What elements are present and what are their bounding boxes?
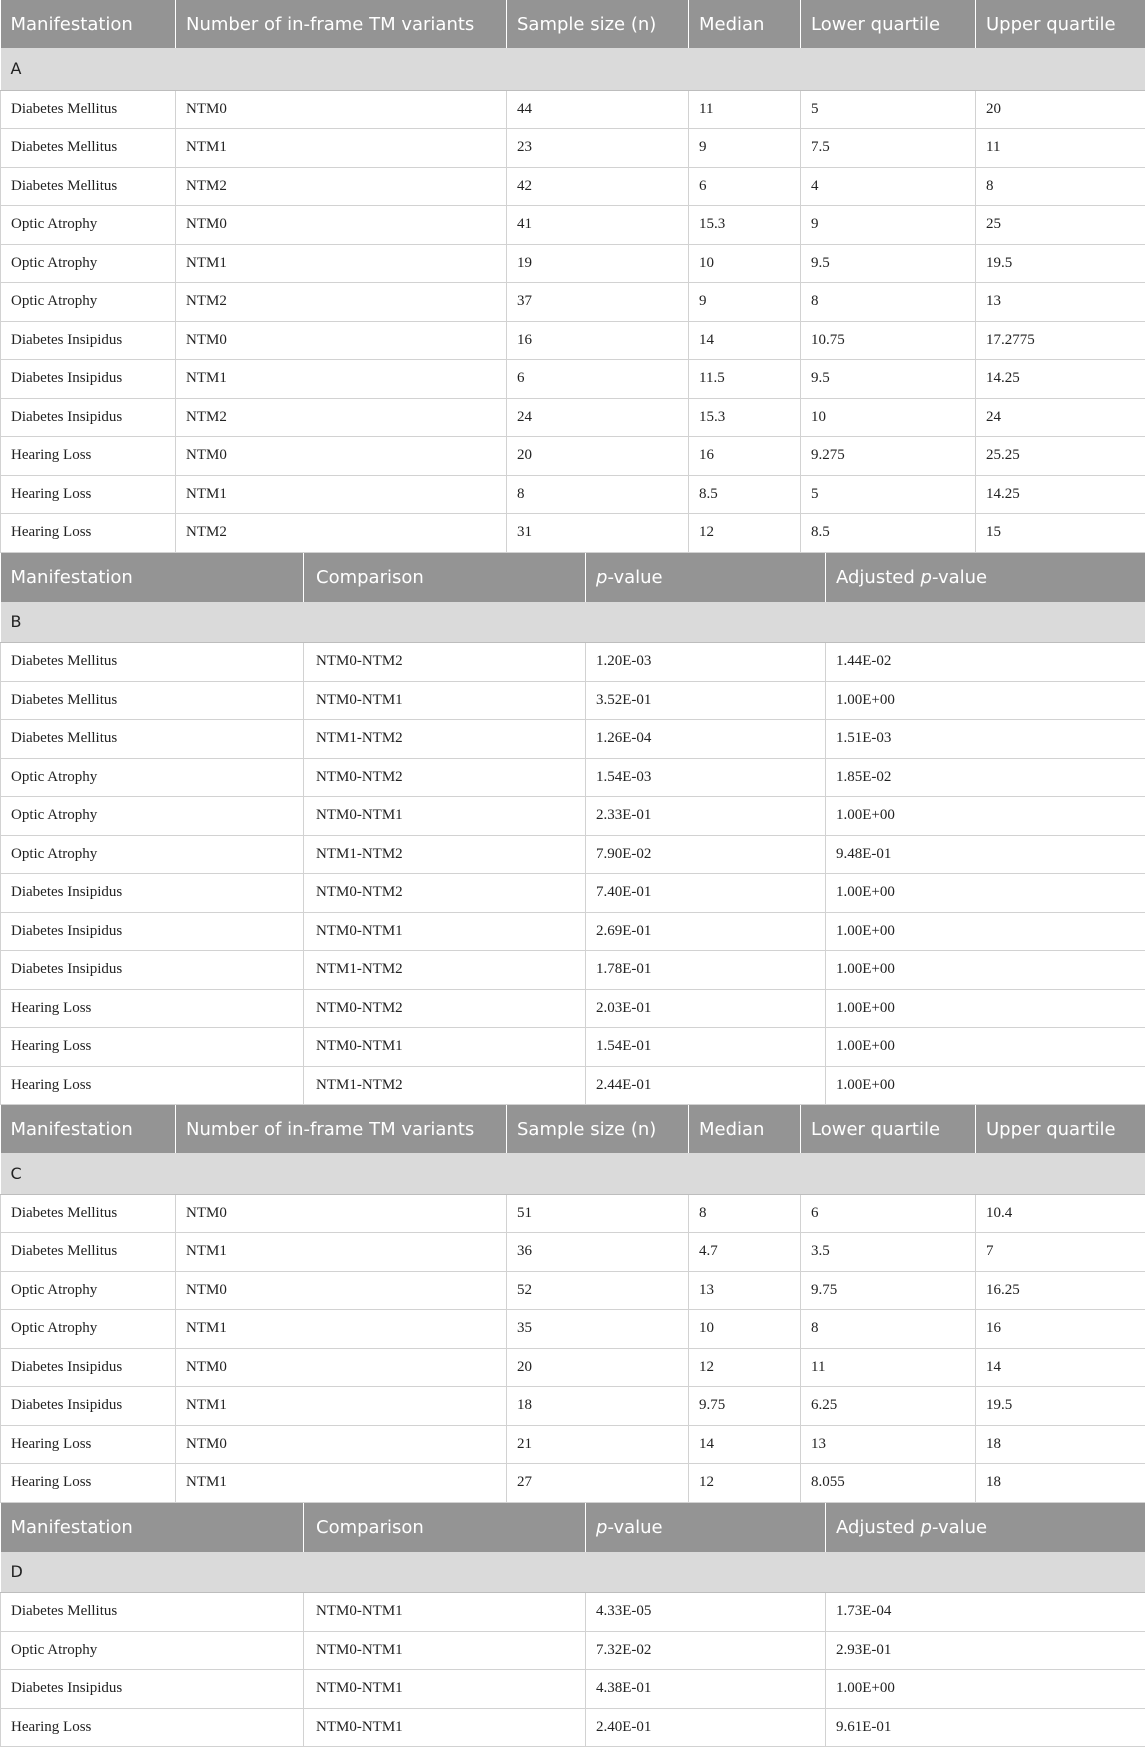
- table-row: [1, 681, 1145, 720]
- header-tm-variants: Number of in-frame TM variants: [176, 0, 507, 48]
- table-cell: Hearing Loss: [1, 1425, 176, 1464]
- table-cell: Optic Atrophy: [1, 1631, 304, 1670]
- table-b-body: [1, 643, 1145, 1105]
- table-cell: 1.51E-03: [826, 720, 1145, 759]
- table-row: [1, 874, 1145, 913]
- table-c-body: [1, 1194, 1145, 1502]
- table-cell: 11: [801, 1348, 976, 1387]
- table-cell: 24: [976, 398, 1145, 437]
- table-cell: Hearing Loss: [1, 989, 304, 1028]
- table-cell: 15.3: [689, 398, 801, 437]
- table-row: [1, 1348, 1145, 1387]
- table-row: [1, 1464, 1145, 1503]
- table-cell: Diabetes Mellitus: [1, 720, 304, 759]
- table-cell: Hearing Loss: [1, 514, 176, 553]
- table-cell: NTM2: [176, 514, 507, 553]
- table-d: [0, 1503, 1145, 1747]
- table-cell: 11.5: [689, 360, 801, 399]
- table-cell: 37: [507, 283, 689, 322]
- table-cell: 9.61E-01: [826, 1708, 1145, 1747]
- table-cell: 3.5: [801, 1233, 976, 1272]
- table-cell: 10: [801, 398, 976, 437]
- table-cell: 20: [507, 1348, 689, 1387]
- table-cell: 6: [507, 360, 689, 399]
- table-cell: NTM0-NTM1: [304, 912, 586, 951]
- table-row: [1, 1387, 1145, 1426]
- table-d-header-row: [1, 1503, 1145, 1552]
- table-cell: Diabetes Mellitus: [1, 167, 176, 206]
- table-cell: NTM0: [176, 206, 507, 245]
- table-row: [1, 797, 1145, 836]
- table-c-header-row: [1, 1105, 1145, 1153]
- table-cell: 10: [689, 1310, 801, 1349]
- table-cell: 1.00E+00: [826, 912, 1145, 951]
- table-row: [1, 1425, 1145, 1464]
- table-cell: 16: [507, 321, 689, 360]
- table-cell: 12: [689, 1464, 801, 1503]
- table-cell: 1.54E-03: [586, 758, 826, 797]
- table-cell: 6.25: [801, 1387, 976, 1426]
- header-comparison: Comparison: [304, 1503, 586, 1552]
- section-label: C: [1, 1153, 1145, 1194]
- header-sample-size: Sample size (n): [507, 1105, 689, 1153]
- table-cell: Diabetes Insipidus: [1, 951, 304, 990]
- table-cell: Optic Atrophy: [1, 1271, 176, 1310]
- table-cell: 2.03E-01: [586, 989, 826, 1028]
- table-cell: 11: [976, 129, 1145, 168]
- table-cell: 1.73E-04: [826, 1593, 1145, 1632]
- table-cell: Hearing Loss: [1, 1066, 304, 1105]
- table-cell: 14: [689, 1425, 801, 1464]
- table-cell: NTM0: [176, 1194, 507, 1233]
- table-row: [1, 398, 1145, 437]
- table-cell: 3.52E-01: [586, 681, 826, 720]
- table-cell: 14.25: [976, 475, 1145, 514]
- table-cell: 12: [689, 1348, 801, 1387]
- table-row: [1, 1028, 1145, 1067]
- p-value-suffix: -value: [607, 567, 662, 588]
- table-cell: Diabetes Insipidus: [1, 1387, 176, 1426]
- table-a-header-row: [1, 0, 1145, 48]
- table-cell: NTM2: [176, 398, 507, 437]
- table-cell: 2.40E-01: [586, 1708, 826, 1747]
- table-cell: 15.3: [689, 206, 801, 245]
- table-cell: 8: [507, 475, 689, 514]
- p-italic: p: [921, 567, 932, 588]
- table-cell: 8.5: [801, 514, 976, 553]
- table-cell: NTM1: [176, 1233, 507, 1272]
- table-cell: 41: [507, 206, 689, 245]
- table-cell: 14: [976, 1348, 1145, 1387]
- p-value-suffix: -value: [932, 1517, 987, 1538]
- table-cell: NTM1: [176, 1387, 507, 1426]
- header-adjusted-p-value: [826, 1503, 1145, 1552]
- table-cell: 9.48E-01: [826, 835, 1145, 874]
- table-cell: 19.5: [976, 1387, 1145, 1426]
- table-cell: 9.75: [689, 1387, 801, 1426]
- header-sample-size: Sample size (n): [507, 0, 689, 48]
- table-row: [1, 1593, 1145, 1632]
- table-cell: NTM2: [176, 167, 507, 206]
- table-cell: Diabetes Insipidus: [1, 1348, 176, 1387]
- table-cell: 1.00E+00: [826, 874, 1145, 913]
- table-cell: Diabetes Mellitus: [1, 643, 304, 682]
- p-italic: p: [596, 1517, 607, 1538]
- adjusted-prefix: Adjusted: [836, 567, 921, 588]
- section-c-row: [1, 1153, 1145, 1194]
- table-cell: Diabetes Mellitus: [1, 1593, 304, 1632]
- table-cell: 2.69E-01: [586, 912, 826, 951]
- table-cell: 35: [507, 1310, 689, 1349]
- table-cell: NTM0-NTM1: [304, 1593, 586, 1632]
- table-c: [0, 1105, 1145, 1503]
- table-cell: 1.00E+00: [826, 797, 1145, 836]
- table-cell: 7.40E-01: [586, 874, 826, 913]
- table-cell: 16: [689, 437, 801, 476]
- table-row: [1, 1670, 1145, 1709]
- table-cell: 1.00E+00: [826, 1028, 1145, 1067]
- table-row: [1, 206, 1145, 245]
- table-cell: Diabetes Insipidus: [1, 874, 304, 913]
- table-row: [1, 1194, 1145, 1233]
- table-cell: Diabetes Insipidus: [1, 1670, 304, 1709]
- header-upper-quartile: Upper quartile: [976, 0, 1145, 48]
- section-a-row: [1, 48, 1145, 90]
- header-adjusted-p-value: [826, 553, 1145, 602]
- table-b-header-row: [1, 553, 1145, 602]
- table-cell: 9.5: [801, 360, 976, 399]
- table-cell: 31: [507, 514, 689, 553]
- table-cell: 2.33E-01: [586, 797, 826, 836]
- table-cell: 2.44E-01: [586, 1066, 826, 1105]
- table-cell: 9.5: [801, 244, 976, 283]
- p-italic: p: [596, 567, 607, 588]
- table-cell: Hearing Loss: [1, 1028, 304, 1067]
- table-row: [1, 283, 1145, 322]
- table-cell: 11: [689, 90, 801, 129]
- table-row: [1, 1066, 1145, 1105]
- table-cell: 10: [689, 244, 801, 283]
- table-cell: 15: [976, 514, 1145, 553]
- table-row: [1, 244, 1145, 283]
- table-row: [1, 912, 1145, 951]
- p-value-suffix: -value: [932, 567, 987, 588]
- table-cell: NTM0-NTM1: [304, 1670, 586, 1709]
- table-cell: Diabetes Mellitus: [1, 681, 304, 720]
- table-cell: 5: [801, 90, 976, 129]
- table-row: [1, 321, 1145, 360]
- table-row: [1, 758, 1145, 797]
- table-cell: Optic Atrophy: [1, 758, 304, 797]
- table-cell: 8.5: [689, 475, 801, 514]
- table-cell: Diabetes Mellitus: [1, 1233, 176, 1272]
- header-manifestation: Manifestation: [1, 553, 304, 602]
- table-cell: NTM0: [176, 437, 507, 476]
- table-cell: 18: [976, 1425, 1145, 1464]
- table-row: [1, 951, 1145, 990]
- table-cell: Hearing Loss: [1, 1464, 176, 1503]
- table-cell: Optic Atrophy: [1, 1310, 176, 1349]
- table-cell: Diabetes Mellitus: [1, 90, 176, 129]
- header-manifestation: Manifestation: [1, 0, 176, 48]
- table-row: [1, 167, 1145, 206]
- table-cell: Diabetes Insipidus: [1, 321, 176, 360]
- table-row: [1, 129, 1145, 168]
- table-cell: 36: [507, 1233, 689, 1272]
- header-lower-quartile: Lower quartile: [801, 0, 976, 48]
- section-label: A: [1, 48, 1145, 90]
- table-row: [1, 643, 1145, 682]
- header-p-value: [586, 1503, 826, 1552]
- table-cell: 1.00E+00: [826, 1670, 1145, 1709]
- p-italic: p: [921, 1517, 932, 1538]
- table-cell: 19.5: [976, 244, 1145, 283]
- table-cell: 14: [689, 321, 801, 360]
- section-label: B: [1, 602, 1145, 643]
- table-b: [0, 553, 1145, 1106]
- table-cell: 1.44E-02: [826, 643, 1145, 682]
- table-cell: 23: [507, 129, 689, 168]
- table-cell: 19: [507, 244, 689, 283]
- section-d-row: [1, 1552, 1145, 1593]
- table-cell: 4.7: [689, 1233, 801, 1272]
- table-cell: Optic Atrophy: [1, 797, 304, 836]
- table-cell: Hearing Loss: [1, 475, 176, 514]
- table-cell: Hearing Loss: [1, 1708, 304, 1747]
- table-a-body: [1, 90, 1145, 552]
- table-cell: 7.90E-02: [586, 835, 826, 874]
- table-cell: 1.00E+00: [826, 951, 1145, 990]
- table-cell: 25: [976, 206, 1145, 245]
- table-row: [1, 720, 1145, 759]
- table-cell: 51: [507, 1194, 689, 1233]
- table-row: [1, 437, 1145, 476]
- table-row: [1, 90, 1145, 129]
- table-cell: NTM0-NTM1: [304, 1631, 586, 1670]
- table-row: [1, 835, 1145, 874]
- table-row: [1, 1631, 1145, 1670]
- table-cell: 6: [801, 1194, 976, 1233]
- table-cell: 20: [976, 90, 1145, 129]
- table-row: [1, 514, 1145, 553]
- table-cell: NTM1: [176, 1464, 507, 1503]
- table-cell: 44: [507, 90, 689, 129]
- table-row: [1, 360, 1145, 399]
- table-cell: 5: [801, 475, 976, 514]
- table-cell: 17.2775: [976, 321, 1145, 360]
- table-row: [1, 1310, 1145, 1349]
- table-d-body: [1, 1593, 1145, 1747]
- header-tm-variants: Number of in-frame TM variants: [176, 1105, 507, 1153]
- table-cell: 9: [689, 129, 801, 168]
- table-row: [1, 475, 1145, 514]
- table-cell: Diabetes Insipidus: [1, 360, 176, 399]
- table-cell: 9: [689, 283, 801, 322]
- table-cell: Optic Atrophy: [1, 206, 176, 245]
- table-cell: 18: [976, 1464, 1145, 1503]
- section-label: D: [1, 1552, 1145, 1593]
- table-cell: Optic Atrophy: [1, 283, 176, 322]
- section-b-row: [1, 602, 1145, 643]
- table-cell: 7.5: [801, 129, 976, 168]
- table-cell: 2.93E-01: [826, 1631, 1145, 1670]
- table-cell: 1.78E-01: [586, 951, 826, 990]
- table-cell: NTM0-NTM2: [304, 758, 586, 797]
- table-cell: Diabetes Mellitus: [1, 1194, 176, 1233]
- table-cell: NTM0: [176, 90, 507, 129]
- table-cell: NTM0: [176, 1348, 507, 1387]
- table-cell: NTM2: [176, 283, 507, 322]
- header-manifestation: Manifestation: [1, 1105, 176, 1153]
- table-cell: 13: [976, 283, 1145, 322]
- table-cell: 14.25: [976, 360, 1145, 399]
- header-upper-quartile: Upper quartile: [976, 1105, 1145, 1153]
- table-cell: 16: [976, 1310, 1145, 1349]
- table-cell: 1.00E+00: [826, 1066, 1145, 1105]
- table-cell: 7.32E-02: [586, 1631, 826, 1670]
- table-cell: 52: [507, 1271, 689, 1310]
- table-cell: NTM1-NTM2: [304, 720, 586, 759]
- table-cell: NTM1-NTM2: [304, 835, 586, 874]
- table-cell: NTM1: [176, 475, 507, 514]
- header-p-value: [586, 553, 826, 602]
- header-lower-quartile: Lower quartile: [801, 1105, 976, 1153]
- table-cell: Optic Atrophy: [1, 244, 176, 283]
- table-cell: 12: [689, 514, 801, 553]
- table-cell: NTM0: [176, 321, 507, 360]
- table-cell: NTM0-NTM1: [304, 681, 586, 720]
- table-cell: NTM0-NTM1: [304, 1708, 586, 1747]
- header-manifestation: Manifestation: [1, 1503, 304, 1552]
- table-cell: 25.25: [976, 437, 1145, 476]
- table-cell: NTM0-NTM2: [304, 989, 586, 1028]
- table-cell: 9.75: [801, 1271, 976, 1310]
- table-cell: 4.33E-05: [586, 1593, 826, 1632]
- table-cell: NTM1: [176, 244, 507, 283]
- table-cell: NTM1-NTM2: [304, 951, 586, 990]
- table-cell: 20: [507, 437, 689, 476]
- table-cell: 7: [976, 1233, 1145, 1272]
- header-median: Median: [689, 1105, 801, 1153]
- table-cell: Hearing Loss: [1, 437, 176, 476]
- table-cell: 9: [801, 206, 976, 245]
- table-cell: Diabetes Mellitus: [1, 129, 176, 168]
- table-cell: 4.38E-01: [586, 1670, 826, 1709]
- table-cell: 1.00E+00: [826, 681, 1145, 720]
- adjusted-prefix: Adjusted: [836, 1517, 921, 1538]
- p-value-suffix: -value: [607, 1517, 662, 1538]
- table-cell: Diabetes Insipidus: [1, 398, 176, 437]
- table-cell: 1.20E-03: [586, 643, 826, 682]
- table-cell: 1.85E-02: [826, 758, 1145, 797]
- table-cell: 13: [689, 1271, 801, 1310]
- table-cell: 4: [801, 167, 976, 206]
- table-cell: 27: [507, 1464, 689, 1503]
- table-cell: 1.54E-01: [586, 1028, 826, 1067]
- table-cell: NTM0: [176, 1425, 507, 1464]
- table-cell: 24: [507, 398, 689, 437]
- table-row: [1, 1271, 1145, 1310]
- table-cell: 16.25: [976, 1271, 1145, 1310]
- table-cell: 42: [507, 167, 689, 206]
- table-cell: 21: [507, 1425, 689, 1464]
- table-cell: 8: [801, 283, 976, 322]
- table-cell: 13: [801, 1425, 976, 1464]
- table-cell: 18: [507, 1387, 689, 1426]
- table-cell: NTM0-NTM2: [304, 643, 586, 682]
- table-cell: 8: [801, 1310, 976, 1349]
- header-comparison: Comparison: [304, 553, 586, 602]
- table-cell: NTM1: [176, 1310, 507, 1349]
- table-cell: 8.055: [801, 1464, 976, 1503]
- table-cell: NTM0-NTM1: [304, 797, 586, 836]
- table-cell: NTM0: [176, 1271, 507, 1310]
- table-cell: NTM0-NTM1: [304, 1028, 586, 1067]
- table-cell: 10.4: [976, 1194, 1145, 1233]
- table-cell: 9.275: [801, 437, 976, 476]
- table-cell: NTM1: [176, 129, 507, 168]
- table-a: [0, 0, 1145, 553]
- table-cell: 1.26E-04: [586, 720, 826, 759]
- table-cell: Diabetes Insipidus: [1, 912, 304, 951]
- table-cell: 6: [689, 167, 801, 206]
- table-cell: NTM1: [176, 360, 507, 399]
- header-median: Median: [689, 0, 801, 48]
- table-cell: 8: [976, 167, 1145, 206]
- table-cell: NTM1-NTM2: [304, 1066, 586, 1105]
- table-cell: Optic Atrophy: [1, 835, 304, 874]
- table-row: [1, 989, 1145, 1028]
- table-cell: 1.00E+00: [826, 989, 1145, 1028]
- table-row: [1, 1233, 1145, 1272]
- table-cell: 8: [689, 1194, 801, 1233]
- table-cell: 10.75: [801, 321, 976, 360]
- table-cell: NTM0-NTM2: [304, 874, 586, 913]
